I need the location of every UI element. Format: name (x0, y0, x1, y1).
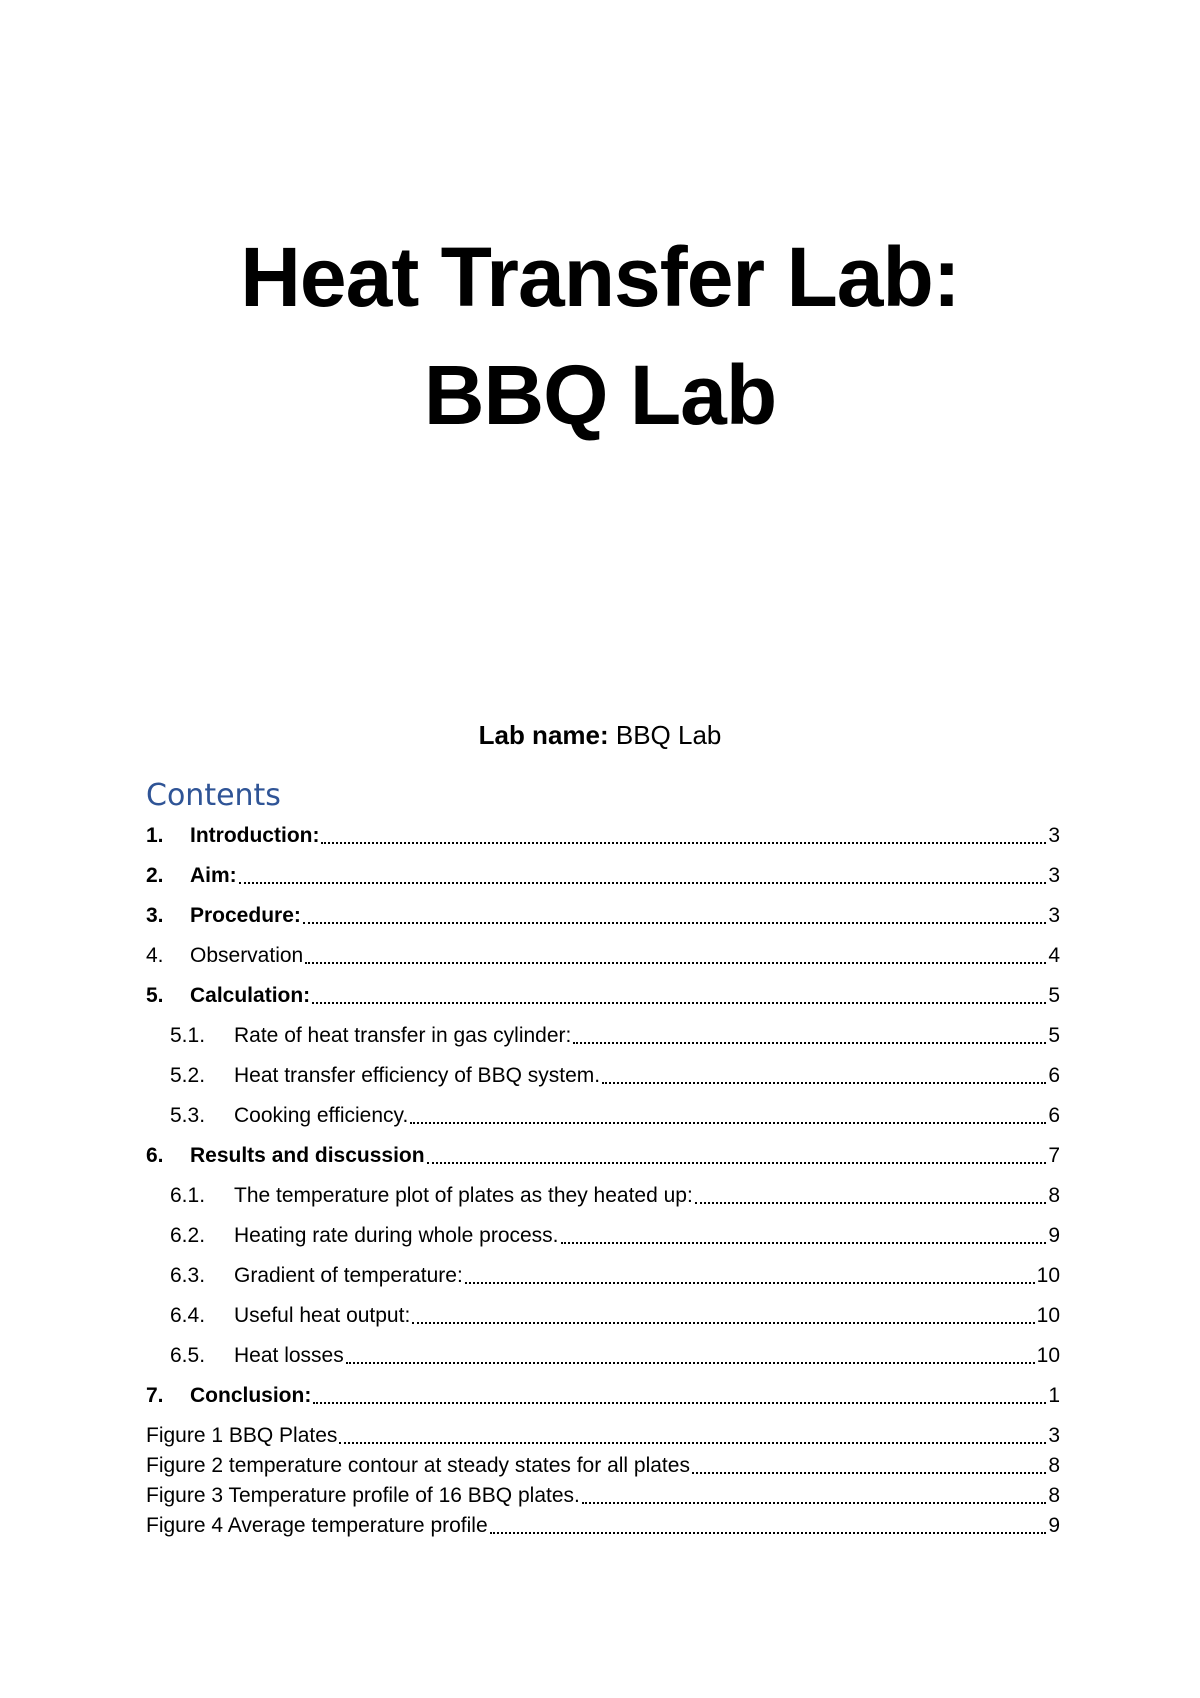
figure-entry-label: Figure 4 Average temperature profile (146, 1514, 488, 1537)
figure-entry-label: Figure 3 Temperature profile of 16 BBQ plates. (146, 1484, 580, 1507)
toc-dot-leader (561, 1241, 1047, 1244)
toc-entry-number: 2. (146, 864, 164, 887)
toc-entry-page: 3 (1048, 824, 1060, 847)
toc-entry-cooking-efficiency[interactable] (170, 1098, 1060, 1130)
toc-entry-observation[interactable] (146, 938, 1060, 970)
figure-entry-label: Figure 1 BBQ Plates (146, 1424, 338, 1447)
toc-entry-number: 5. (146, 984, 164, 1007)
toc-dot-leader (346, 1361, 1035, 1364)
toc-entry-number: 5.3. (170, 1104, 206, 1127)
toc-dot-leader (465, 1281, 1035, 1284)
toc-dot-leader (321, 841, 1046, 844)
toc-dot-leader (582, 1501, 1046, 1504)
toc-entry-temperature-plot[interactable] (170, 1178, 1060, 1210)
toc-entry-label: Gradient of temperature: (234, 1264, 463, 1287)
toc-dot-leader (313, 1401, 1046, 1404)
toc-entry-heat-transfer-efficiency[interactable] (170, 1058, 1060, 1090)
toc-entry-number: 1. (146, 824, 164, 847)
toc-entry-page: 7 (1048, 1144, 1060, 1167)
toc-entry-number: 6.2. (170, 1224, 206, 1247)
toc-entry-gradient-of-temperature[interactable] (170, 1258, 1060, 1290)
lab-name-value: BBQ Lab (615, 720, 722, 750)
toc-entry-number: 6. (146, 1144, 164, 1167)
toc-dot-leader (410, 1121, 1046, 1124)
figure-entry-page: 8 (1048, 1454, 1060, 1477)
toc-entry-label: Procedure: (190, 904, 301, 927)
toc-entry-number: 6.4. (170, 1304, 206, 1327)
title-line-1: Heat Transfer Lab: (240, 230, 960, 324)
toc-entry-rate-of-heat-transfer[interactable] (170, 1018, 1060, 1050)
toc-dot-leader (412, 1321, 1034, 1324)
toc-dot-leader (303, 921, 1046, 924)
toc-dot-leader (339, 1441, 1046, 1444)
toc-entry-page: 5 (1048, 984, 1060, 1007)
toc-entry-label: The temperature plot of plates as they heated up: (234, 1184, 693, 1207)
lab-name-line (0, 718, 1200, 752)
toc-entry-heat-losses[interactable] (170, 1338, 1060, 1370)
toc-entry-label: Results and discussion (190, 1144, 425, 1167)
figure-entry-page: 3 (1048, 1424, 1060, 1447)
toc-entry-aim[interactable] (146, 858, 1060, 890)
figure-entry-2[interactable] (146, 1448, 1060, 1480)
toc-entry-introduction[interactable] (146, 818, 1060, 850)
lab-name-label: Lab name: (478, 720, 609, 750)
toc-entry-label: Observation (190, 944, 304, 967)
toc-entry-calculation[interactable] (146, 978, 1060, 1010)
toc-entry-number: 3. (146, 904, 164, 927)
toc-entry-page: 3 (1048, 864, 1060, 887)
toc-entry-page: 5 (1048, 1024, 1060, 1047)
toc-dot-leader (490, 1531, 1047, 1534)
toc-entry-label: Aim: (190, 864, 237, 887)
toc-entry-procedure[interactable] (146, 898, 1060, 930)
toc-entry-number: 7. (146, 1384, 164, 1407)
toc-dot-leader (239, 881, 1047, 884)
document-title (0, 218, 1200, 454)
toc-dot-leader (695, 1201, 1047, 1204)
toc-entry-label: Rate of heat transfer in gas cylinder: (234, 1024, 572, 1047)
toc-entry-label: Cooking efficiency. (234, 1104, 409, 1127)
toc-entry-label: Calculation: (190, 984, 311, 1007)
toc-dot-leader (312, 1001, 1046, 1004)
toc-entry-page: 10 (1036, 1264, 1060, 1287)
toc-entry-page: 6 (1048, 1104, 1060, 1127)
toc-entry-number: 6.1. (170, 1184, 206, 1207)
toc-entry-number: 6.3. (170, 1264, 206, 1287)
toc-entry-number: 5.1. (170, 1024, 206, 1047)
contents-heading: Contents (146, 778, 281, 813)
toc-dot-leader (427, 1161, 1047, 1164)
toc-entry-page: 4 (1048, 944, 1060, 967)
toc-entry-page: 8 (1048, 1184, 1060, 1207)
toc-entry-useful-heat-output[interactable] (170, 1298, 1060, 1330)
figure-entry-1[interactable] (146, 1418, 1060, 1450)
toc-entry-number: 6.5. (170, 1344, 206, 1367)
toc-entry-label: Heating rate during whole process. (234, 1224, 559, 1247)
toc-entry-conclusion[interactable] (146, 1378, 1060, 1410)
figure-entry-page: 8 (1048, 1484, 1060, 1507)
toc-dot-leader (305, 961, 1046, 964)
toc-entry-page: 3 (1048, 904, 1060, 927)
title-line-2: BBQ Lab (423, 348, 777, 442)
toc-entry-page: 6 (1048, 1064, 1060, 1087)
toc-entry-number: 4. (146, 944, 164, 967)
toc-entry-label: Useful heat output: (234, 1304, 411, 1327)
toc-entry-number: 5.2. (170, 1064, 206, 1087)
toc-entry-label: Heat losses (234, 1344, 344, 1367)
toc-dot-leader (602, 1081, 1046, 1084)
toc-dot-leader (573, 1041, 1046, 1044)
figure-entry-3[interactable] (146, 1478, 1060, 1510)
figure-entry-label: Figure 2 temperature contour at steady states for all plates (146, 1454, 690, 1477)
toc-entry-page: 10 (1036, 1304, 1060, 1327)
toc-entry-label: Heat transfer efficiency of BBQ system. (234, 1064, 601, 1087)
figure-entry-page: 9 (1048, 1514, 1060, 1537)
toc-entry-label: Introduction: (190, 824, 320, 847)
toc-entry-results-and-discussion[interactable] (146, 1138, 1060, 1170)
toc-dot-leader (692, 1471, 1046, 1474)
toc-entry-label: Conclusion: (190, 1384, 312, 1407)
toc-entry-page: 1 (1048, 1384, 1060, 1407)
toc-entry-page: 9 (1048, 1224, 1060, 1247)
toc-entry-heating-rate[interactable] (170, 1218, 1060, 1250)
figure-entry-4[interactable] (146, 1508, 1060, 1540)
toc-entry-page: 10 (1036, 1344, 1060, 1367)
